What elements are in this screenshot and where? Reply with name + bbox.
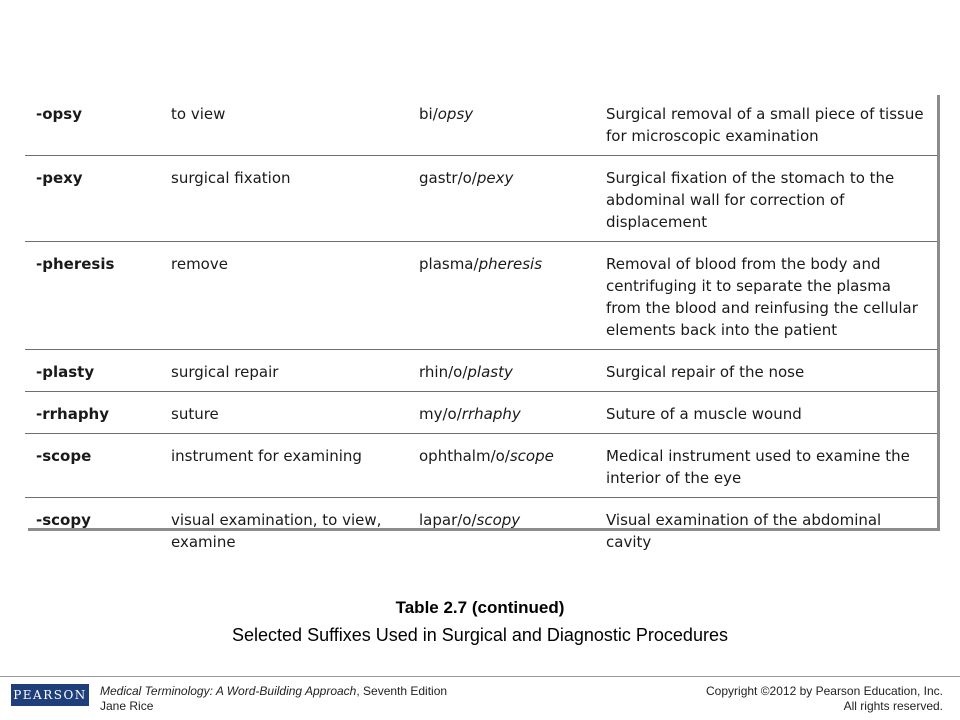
definition-cell: Suture of a muscle wound	[596, 392, 937, 434]
table-caption-title: Table 2.7 (continued)	[395, 598, 565, 617]
suffix-cell: -opsy	[25, 92, 161, 156]
example-suffix: scope	[509, 447, 554, 465]
example-cell	[409, 92, 596, 156]
example-cell	[409, 242, 596, 350]
book-edition: , Seventh Edition	[356, 684, 448, 698]
table-row	[25, 434, 937, 498]
suffix-cell: -plasty	[25, 350, 161, 392]
suffix-table-panel	[25, 92, 937, 551]
book-title-line	[100, 684, 447, 699]
suffix-cell: -rrhaphy	[25, 392, 161, 434]
example-root: plasma/	[419, 255, 479, 273]
definition-cell: Surgical removal of a small piece of tissue for microscopic examination	[596, 92, 937, 156]
rights-text: All rights reserved.	[843, 699, 943, 713]
definition-cell: Visual examination of the abdominal cavity	[606, 511, 882, 551]
meaning-cell: instrument for examining	[161, 434, 409, 498]
definition-cell: Surgical fixation of the stomach to the abdominal wall for correction of displacement	[596, 156, 937, 242]
example-suffix: scopy	[476, 511, 521, 529]
table-row	[25, 92, 937, 156]
example-root: ophthalm/o/	[419, 447, 510, 465]
copyright-text: Copyright ©2012 by Pearson Education, Inc.	[706, 684, 943, 698]
meaning-cell: surgical repair	[161, 350, 409, 392]
footer-copyright	[706, 684, 943, 714]
table-caption-subtitle: Selected Suffixes Used in Surgical and Diagnostic Procedures	[232, 625, 728, 645]
example-root: my/o/	[419, 405, 462, 423]
pearson-logo: PEARSON	[11, 684, 89, 706]
book-title: Medical Terminology: A Word-Building Approach	[100, 684, 357, 698]
definition-cell: Removal of blood from the body and centrifuging it to separate the plasma from the blood and reinfusing the cellular elements back into the patient	[596, 242, 937, 350]
suffix-cell: -pheresis	[25, 242, 161, 350]
example-root: bi/	[419, 105, 438, 123]
example-root: gastr/o/	[419, 169, 477, 187]
example-suffix: opsy	[437, 105, 474, 123]
example-cell	[409, 156, 596, 242]
example-root: rhin/o/	[419, 363, 468, 381]
example-cell	[409, 498, 596, 563]
meaning-cell: remove	[161, 242, 409, 350]
table-row	[25, 392, 937, 434]
example-cell	[409, 392, 596, 434]
suffix-cell: -scope	[25, 434, 161, 498]
example-suffix: pheresis	[478, 255, 543, 273]
definition-cell: Surgical repair of the nose	[596, 350, 937, 392]
footer-book-info	[100, 684, 447, 714]
footer-divider	[0, 676, 960, 677]
table-row	[25, 242, 937, 350]
book-author: Jane Rice	[100, 699, 154, 713]
example-cell	[409, 350, 596, 392]
table-row	[25, 498, 937, 563]
suffix-table	[25, 92, 937, 563]
suffix-cell: -scopy	[36, 511, 91, 529]
meaning-cell: to view	[161, 92, 409, 156]
example-suffix: pexy	[476, 169, 514, 187]
table-row	[25, 350, 937, 392]
example-suffix: plasty	[467, 363, 513, 381]
meaning-cell: surgical fixation	[161, 156, 409, 242]
suffix-cell: -pexy	[25, 156, 161, 242]
meaning-cell: visual examination, to view, examine	[171, 511, 382, 551]
example-suffix: rrhaphy	[461, 405, 521, 423]
definition-cell: Medical instrument used to examine the interior of the eye	[596, 434, 937, 498]
example-root: lapar/o/	[419, 511, 477, 529]
table-row	[25, 156, 937, 242]
meaning-cell: suture	[161, 392, 409, 434]
example-cell	[409, 434, 596, 498]
